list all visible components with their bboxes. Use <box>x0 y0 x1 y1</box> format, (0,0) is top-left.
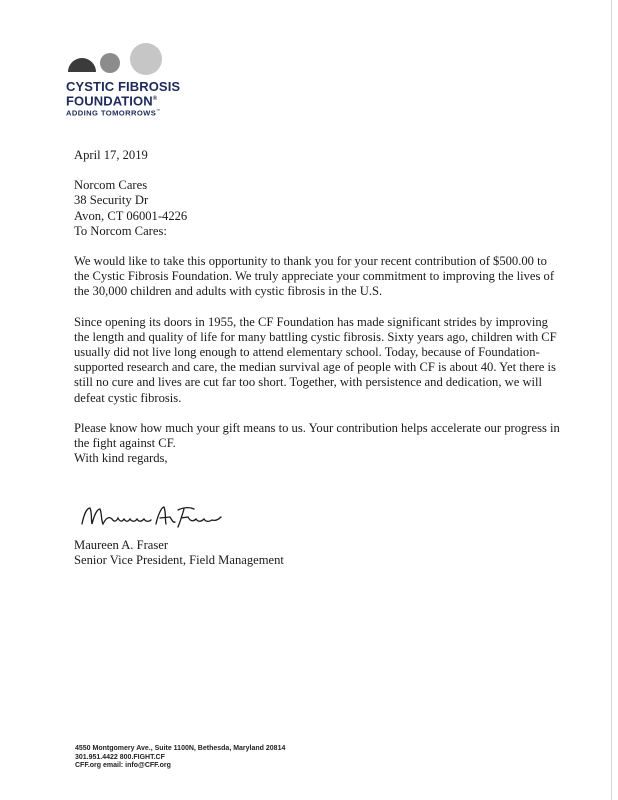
address-line: Avon, CT 06001-4226 <box>74 208 188 223</box>
address-line: 38 Security Dr <box>74 193 149 208</box>
paragraph-line: still no cure and lives are cut far too short. Together, with persistence and dedication, we will <box>74 375 543 390</box>
registered-mark: ® <box>152 96 158 102</box>
paragraph-line: the length and quality of life for many battling cystic fibrosis. Sixty years ago, children with CF <box>74 329 557 344</box>
paragraph-thanks <box>74 254 560 300</box>
letter-body <box>74 148 560 466</box>
logo-circle-light <box>130 43 162 75</box>
recipient-address <box>74 178 560 224</box>
letter-date: April 17, 2019 <box>74 148 148 162</box>
paragraph-line: We would like to take this opportunity to thank you for your recent contribution of $500.00 to <box>74 254 547 269</box>
paragraph-line: the 30,000 children and adults with cystic fibrosis in the U.S. <box>74 284 383 299</box>
logo-name-line1: CYSTIC FIBROSIS <box>66 79 181 94</box>
logo-tagline-text: ADDING TOMORROWS <box>66 108 157 118</box>
logo-name-line2: FOUNDATION <box>66 93 153 109</box>
paragraph-impact <box>74 421 560 451</box>
address-line: Norcom Cares <box>74 178 148 193</box>
signer-name: Maureen A. Fraser <box>74 538 169 552</box>
paragraph-line: the Cystic Fibrosis Foundation. We truly appreciate your commitment to improving the lives of <box>74 269 555 284</box>
paragraph-line: Please know how much your gift means to us. Your contribution helps accelerate our progress in <box>74 420 560 435</box>
cf-foundation-logo <box>66 42 196 122</box>
paragraph-line: the fight against CF. <box>74 436 176 451</box>
salutation: To Norcom Cares: <box>74 223 167 238</box>
logo-half-circle-dark <box>68 58 96 72</box>
paragraph-line: defeat cystic fibrosis. <box>74 390 182 405</box>
signer-block <box>74 538 284 568</box>
letterhead-footer <box>75 745 285 771</box>
trademark-mark: ™ <box>156 108 161 113</box>
footer-web: CFF.org email: info@CFF.org <box>75 762 171 770</box>
paragraph-line: Since opening its doors in 1955, the CF Foundation has made significant strides by improving <box>74 314 548 329</box>
paragraph-history <box>74 315 560 406</box>
paragraph-line: supported research and care, the median survival age of people with CF is about 40. Yet there is <box>74 360 556 375</box>
closing: With kind regards, <box>74 451 168 466</box>
handwritten-signature <box>78 500 228 532</box>
signer-title: Senior Vice President, Field Management <box>74 553 284 568</box>
logo-circle-mid <box>100 53 120 73</box>
paragraph-line: usually did not live long enough to attend elementary school. Today, because of Foundation- <box>74 345 540 360</box>
footer-phones: 301.951.4422 800.FIGHT.CF <box>75 753 165 761</box>
logo-tagline <box>66 108 161 118</box>
logo-wordmark <box>66 80 180 107</box>
page-edge <box>611 0 612 800</box>
footer-address: 4550 Montgomery Ave., Suite 1100N, Bethesda, Maryland 20814 <box>75 745 286 752</box>
logo-circles-icon <box>66 42 166 78</box>
